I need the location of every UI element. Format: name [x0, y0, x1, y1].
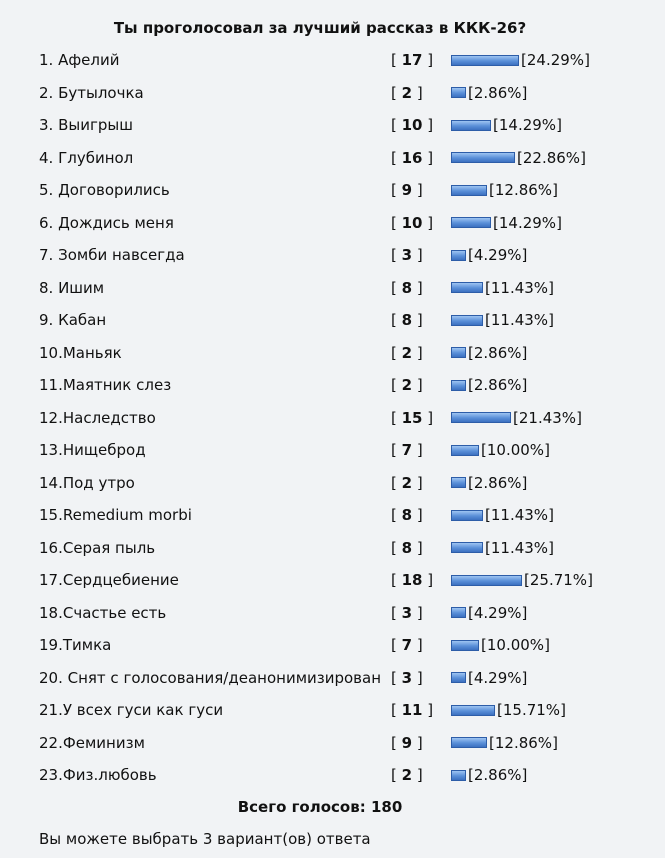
result-bar-group: [451, 239, 527, 272]
result-percent-value: 4.29%: [473, 246, 522, 264]
result-percent: [2.86%]: [468, 343, 528, 362]
vote-count-value: 3: [401, 603, 413, 622]
result-bar-group: [451, 727, 558, 760]
vote-count: [ 7 ]: [391, 441, 423, 459]
result-percent: [15.71%]: [497, 701, 566, 719]
poll-option-label: 10.Маньяк: [39, 343, 122, 362]
vote-count: [ 11 ]: [391, 701, 434, 719]
result-bar-group: [451, 434, 550, 467]
poll-option-row: [0, 662, 665, 695]
poll-option-row: [0, 337, 665, 370]
vote-count-value: 2: [401, 83, 413, 102]
poll-option-label: 14.Под утро: [39, 473, 135, 492]
result-percent: [24.29%]: [521, 51, 590, 69]
poll-option-label: 2. Бутылочка: [39, 83, 144, 102]
result-bar: [451, 445, 479, 456]
poll-option-label: 21.У всех гуси как гуси: [39, 701, 224, 719]
result-percent: [22.86%]: [517, 148, 586, 167]
result-percent-value: 21.43%: [518, 408, 577, 427]
vote-count-value: 11: [401, 701, 423, 719]
result-bar: [451, 672, 466, 683]
poll-option-row: [0, 207, 665, 240]
vote-count: [ 8 ]: [391, 538, 423, 557]
result-bar-group: [451, 629, 550, 662]
result-bar: [451, 185, 487, 196]
result-percent: [12.86%]: [489, 181, 558, 199]
result-percent: [2.86%]: [468, 473, 528, 492]
vote-count-value: 8: [401, 538, 413, 557]
result-bar-group: [451, 77, 527, 110]
poll-option-label: 8. Ишим: [39, 278, 105, 297]
result-bar-group: [451, 564, 593, 597]
result-percent-value: 11.43%: [490, 538, 549, 557]
poll-option-row: [0, 44, 665, 77]
result-bar-group: [451, 272, 554, 305]
vote-count-value: 2: [401, 473, 413, 492]
poll-option-label: 6. Дождись меня: [39, 213, 174, 232]
result-bar: [451, 282, 483, 293]
result-percent-value: 2.86%: [473, 766, 522, 784]
result-bar: [451, 607, 466, 618]
vote-count-value: 9: [401, 181, 413, 199]
vote-count: [ 17 ]: [391, 51, 434, 69]
result-percent-value: 11.43%: [490, 506, 549, 524]
poll-option-label: 4. Глубинол: [39, 148, 134, 167]
result-percent-value: 2.86%: [473, 473, 522, 492]
result-bar: [451, 347, 466, 358]
result-percent-value: 11.43%: [490, 311, 549, 329]
vote-count-value: 3: [401, 246, 413, 264]
vote-count: [ 2 ]: [391, 83, 423, 102]
vote-count: [ 8 ]: [391, 506, 423, 524]
poll-option-row: [0, 467, 665, 500]
poll-option-row: [0, 532, 665, 565]
result-percent: [4.29%]: [468, 246, 528, 264]
poll-option-label: 7. Зомби навсегда: [39, 246, 185, 264]
poll-option-label: 22.Феминизм: [39, 733, 145, 752]
poll-option-row: [0, 369, 665, 402]
poll-option-row: [0, 727, 665, 760]
result-percent: [11.43%]: [485, 311, 554, 329]
vote-count-value: 7: [401, 636, 413, 654]
result-percent: [11.43%]: [485, 278, 554, 297]
choice-limit-note: Вы можете выбрать 3 вариант(ов) ответа: [39, 830, 371, 848]
vote-count-value: 7: [401, 441, 413, 459]
result-bar-group: [451, 304, 554, 337]
poll-option-label: 15.Remedium morbi: [39, 506, 192, 524]
vote-count-value: 3: [401, 668, 413, 687]
vote-count: [ 9 ]: [391, 181, 423, 199]
vote-count-value: 8: [401, 506, 413, 524]
poll-option-label: 11.Маятник слез: [39, 376, 172, 394]
result-percent-value: 11.43%: [490, 278, 549, 297]
result-bar: [451, 120, 491, 131]
poll-results-list: [0, 44, 665, 792]
poll-option-row: [0, 109, 665, 142]
result-bar-group: [451, 597, 527, 630]
result-bar: [451, 380, 466, 391]
vote-count: [ 7 ]: [391, 636, 423, 654]
result-bar: [451, 55, 519, 66]
poll-option-label: 17.Сердцебиение: [39, 571, 179, 589]
result-bar-group: [451, 44, 590, 77]
vote-count: [ 3 ]: [391, 246, 423, 264]
result-percent-value: 22.86%: [522, 148, 581, 167]
poll-option-row: [0, 174, 665, 207]
poll-option-label: 12.Наследство: [39, 408, 156, 427]
result-bar: [451, 87, 466, 98]
result-bar: [451, 250, 466, 261]
vote-count-value: 15: [401, 408, 423, 427]
vote-count: [ 9 ]: [391, 733, 423, 752]
result-percent: [4.29%]: [468, 603, 528, 622]
poll-option-label: 20. Снят с голосования/деанонимизирован: [39, 668, 382, 687]
result-bar: [451, 510, 483, 521]
vote-count: [ 10 ]: [391, 116, 434, 134]
poll-option-row: [0, 402, 665, 435]
vote-count: [ 15 ]: [391, 408, 434, 427]
result-percent: [2.86%]: [468, 766, 528, 784]
result-percent-value: 12.86%: [494, 733, 553, 752]
poll-option-row: [0, 759, 665, 792]
poll-option-row: [0, 499, 665, 532]
result-bar: [451, 217, 491, 228]
result-bar: [451, 770, 466, 781]
poll-option-label: 23.Физ.любовь: [39, 766, 157, 784]
result-bar: [451, 152, 515, 163]
poll-option-label: 13.Нищеброд: [39, 441, 146, 459]
result-bar: [451, 705, 495, 716]
vote-count-value: 10: [401, 116, 423, 134]
result-bar: [451, 737, 487, 748]
poll-option-label: 9. Кабан: [39, 311, 107, 329]
poll-option-row: [0, 142, 665, 175]
vote-count: [ 3 ]: [391, 668, 423, 687]
vote-count-value: 18: [401, 571, 423, 589]
poll-option-row: [0, 694, 665, 727]
result-bar-group: [451, 694, 566, 727]
poll-option-row: [0, 434, 665, 467]
poll-option-row: [0, 304, 665, 337]
result-percent-value: 25.71%: [529, 571, 588, 589]
result-percent: [21.43%]: [513, 408, 582, 427]
result-bar-group: [451, 337, 527, 370]
vote-count-value: 2: [401, 343, 413, 362]
vote-count: [ 2 ]: [391, 376, 423, 394]
poll-option-row: [0, 629, 665, 662]
result-percent: [12.86%]: [489, 733, 558, 752]
result-percent-value: 14.29%: [498, 116, 557, 134]
poll-option-row: [0, 239, 665, 272]
poll-option-label: 5. Договорились: [39, 181, 170, 199]
vote-count-value: 2: [401, 376, 413, 394]
poll-option-label: 18.Счастье есть: [39, 603, 167, 622]
result-percent-value: 24.29%: [526, 51, 585, 69]
result-percent: [14.29%]: [493, 116, 562, 134]
result-percent: [10.00%]: [481, 441, 550, 459]
poll-title: Ты проголосовал за лучший рассказ в ККК-26?: [113, 19, 527, 37]
result-percent-value: 4.29%: [473, 603, 522, 622]
result-bar-group: [451, 499, 554, 532]
result-bar-group: [451, 207, 562, 240]
result-bar-group: [451, 662, 527, 695]
poll-option-label: 19.Тимка: [39, 636, 112, 654]
vote-count: [ 16 ]: [391, 148, 434, 167]
poll-option-row: [0, 564, 665, 597]
result-bar: [451, 315, 483, 326]
result-bar-group: [451, 109, 562, 142]
vote-count-value: 8: [401, 278, 413, 297]
result-percent-value: 14.29%: [498, 213, 557, 232]
result-percent: [4.29%]: [468, 668, 528, 687]
result-bar-group: [451, 369, 527, 402]
result-bar: [451, 477, 466, 488]
vote-count: [ 2 ]: [391, 343, 423, 362]
result-percent: [11.43%]: [485, 506, 554, 524]
result-bar-group: [451, 532, 554, 565]
result-percent-value: 10.00%: [486, 441, 545, 459]
result-bar-group: [451, 142, 586, 175]
result-bar-group: [451, 402, 582, 435]
result-bar-group: [451, 174, 558, 207]
vote-count: [ 10 ]: [391, 213, 434, 232]
result-percent: [11.43%]: [485, 538, 554, 557]
result-bar: [451, 575, 522, 586]
result-percent-value: 4.29%: [473, 668, 522, 687]
result-percent: [2.86%]: [468, 83, 528, 102]
result-percent: [2.86%]: [468, 376, 528, 394]
result-percent: [10.00%]: [481, 636, 550, 654]
result-percent-value: 2.86%: [473, 376, 522, 394]
result-percent-value: 2.86%: [473, 343, 522, 362]
poll-option-label: 16.Серая пыль: [39, 538, 156, 557]
result-percent: [14.29%]: [493, 213, 562, 232]
vote-count-value: 16: [401, 148, 423, 167]
result-percent-value: 10.00%: [486, 636, 545, 654]
vote-count: [ 2 ]: [391, 473, 423, 492]
vote-count-value: 2: [401, 766, 413, 784]
vote-count: [ 2 ]: [391, 766, 423, 784]
total-votes: Всего голосов: 180: [237, 798, 403, 816]
vote-count-value: 8: [401, 311, 413, 329]
vote-count: [ 3 ]: [391, 603, 423, 622]
vote-count: [ 18 ]: [391, 571, 434, 589]
poll-option-label: 1. Афелий: [39, 51, 120, 69]
result-percent-value: 15.71%: [502, 701, 561, 719]
vote-count: [ 8 ]: [391, 278, 423, 297]
vote-count-value: 9: [401, 733, 413, 752]
vote-count-value: 10: [401, 213, 423, 232]
result-percent-value: 12.86%: [494, 181, 553, 199]
vote-count-value: 17: [401, 51, 423, 69]
result-bar: [451, 412, 511, 423]
vote-count: [ 8 ]: [391, 311, 423, 329]
result-percent-value: 2.86%: [473, 83, 522, 102]
poll-option-row: [0, 77, 665, 110]
result-bar-group: [451, 759, 527, 792]
poll-option-label: 3. Выигрыш: [39, 116, 133, 134]
result-percent: [25.71%]: [524, 571, 593, 589]
poll-option-row: [0, 597, 665, 630]
result-bar-group: [451, 467, 527, 500]
result-bar: [451, 640, 479, 651]
result-bar: [451, 542, 483, 553]
poll-option-row: [0, 272, 665, 305]
